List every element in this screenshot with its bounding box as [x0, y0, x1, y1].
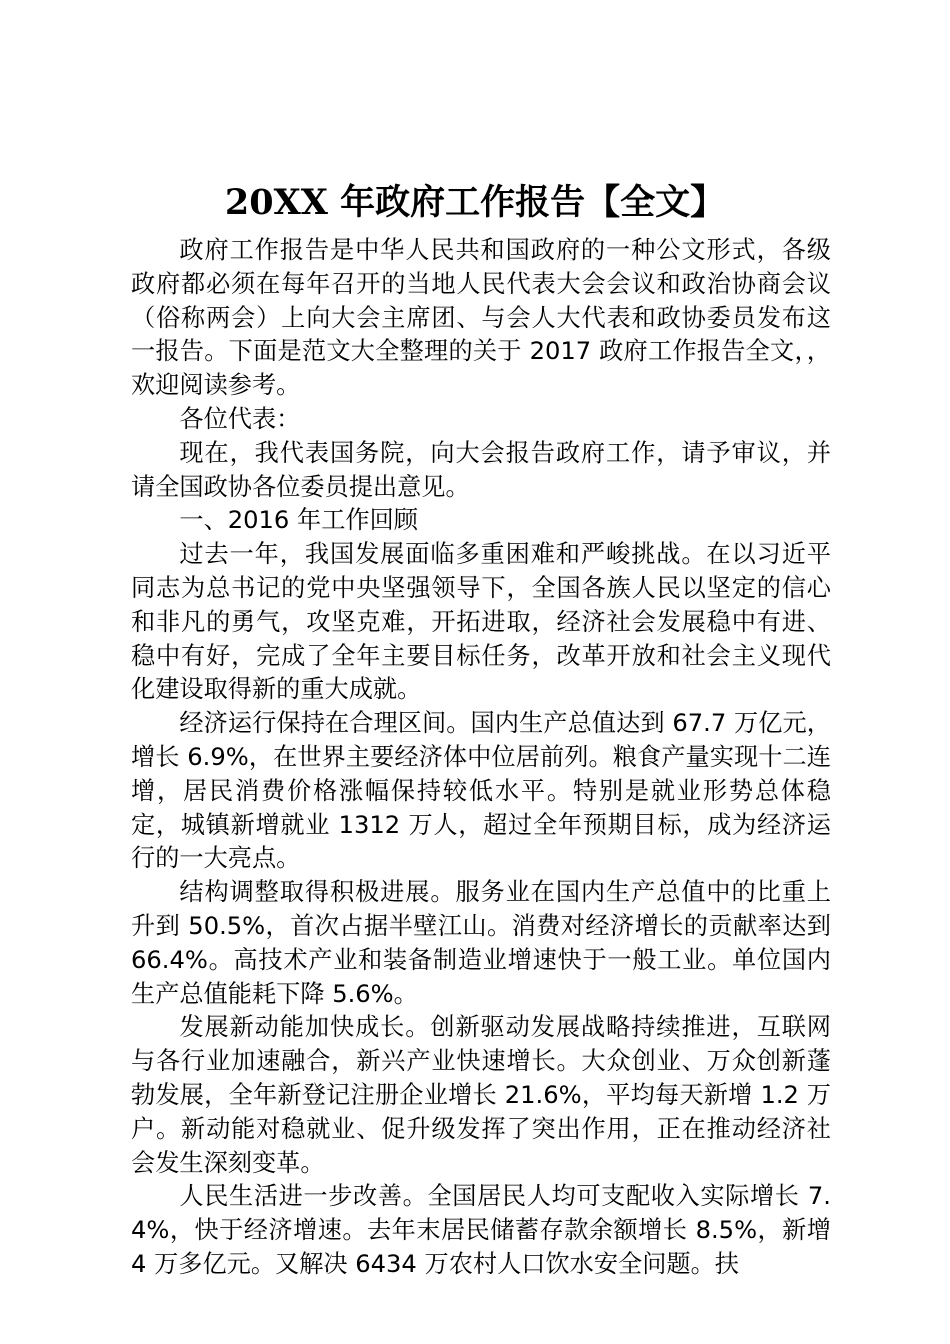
paragraph-livelihood: 人民生活进一步改善。全国居民人均可支配收入实际增长 7.4%，快于经济增速。去年末居民储蓄存款余额增长 8.5%，新增 4 万多亿元。又解决 6434 万农村人口饮水安全问题。扶 [131, 1182, 831, 1278]
paragraph-salutation: 各位代表： [179, 404, 301, 433]
paragraph-structure: 结构调整取得积极进展。服务业在国内生产总值中的比重上升到 50.5%，首次占据半壁江山。消费对经济增长的贡献率达到 66.4%。高技术产业和装备制造业增速快于一般工业。单位国内生产总值能耗下降 5.6%。 [131, 878, 831, 1008]
document-body [131, 234, 831, 1282]
paragraph-new-momentum: 发展新动能加快成长。创新驱动发展战略持续推进，互联网与各行业加速融合，新兴产业快速增长。大众创业、万众创新蓬勃发展，全年新登记注册企业增长 21.6%，平均每天新增 1.2 万户。新动能对稳就业、促升级发挥了突出作用，正在推动经济社会发生深刻变革。 [131, 1013, 831, 1177]
paragraph-review: 过去一年，我国发展面临多重困难和严峻挑战。在以习近平同志为总书记的党中央坚强领导下，全国各族人民以坚定的信心和非凡的勇气，攻坚克难，开拓进取，经济社会发展稳中有进、稳中有好，完成了全年主要目标任务，改革开放和社会主义现代化建设取得新的重大成就。 [131, 540, 831, 704]
paragraph-economy: 经济运行保持在合理区间。国内生产总值达到 67.7 万亿元，增长 6.9%，在世界主要经济体中位居前列。粮食产量实现十二连增，居民消费价格涨幅保持较低水平。特别是就业形势总体稳定，城镇新增就业 1312 万人，超过全年预期目标，成为经济运行的一大亮点。 [131, 709, 831, 873]
document-title: 20XX 年政府工作报告【全文】 [224, 182, 726, 223]
paragraph-intro: 政府工作报告是中华人民共和国政府的一种公文形式，各级政府都必须在每年召开的当地人民代表大会会议和政治协商会议（俗称两会）上向大会主席团、与会人大代表和政协委员发布这一报告。下面是范文大全整理的关于 2017 政府工作报告全文，，欢迎阅读参考。 [131, 236, 831, 400]
paragraph-opening: 现在，我代表国务院，向大会报告政府工作，请予审议，并请全国政协各位委员提出意见。 [131, 438, 831, 501]
section-heading: 一、2016 年工作回顾 [179, 506, 418, 535]
